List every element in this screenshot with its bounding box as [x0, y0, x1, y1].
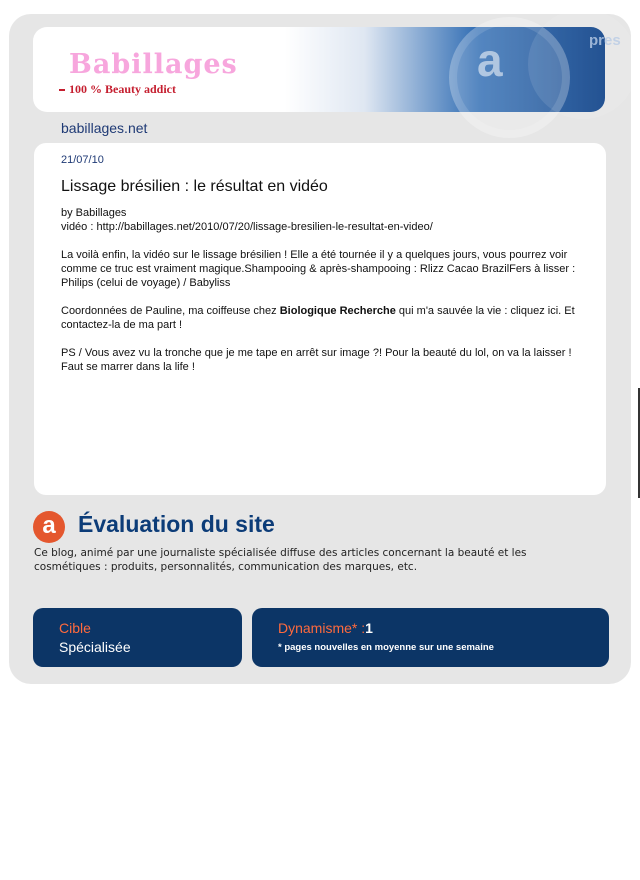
- cible-card: [33, 608, 242, 667]
- dynamisme-label: Dynamisme* :: [278, 620, 366, 636]
- dynamisme-value: 1: [365, 620, 373, 636]
- blog-tagline: 100 % Beauty addict: [59, 82, 176, 97]
- contact-link-text[interactable]: qui m'a sauvée la vie : cliquez ici. Et contactez-la de ma part !: [61, 305, 575, 331]
- evaluation-title: Évaluation du site: [78, 511, 275, 537]
- dynamisme-note: * pages nouvelles en moyenne sur une semaine: [278, 642, 494, 653]
- banner-decor-circle-2: [528, 9, 638, 119]
- article-paragraph-1: La voilà enfin, la vidéo sur le lissage brésilien ! Elle a été tournée il y a quelques jours, vous pourrez voir comme ce truc est vraiment magique.Shampooing & après-shampooing : Rlizz Cacao BrazilFers à lisser : Philips (celui de voyage) / Babyliss: [61, 249, 576, 289]
- article-card: [34, 143, 606, 495]
- dynamisme-card: [252, 608, 609, 667]
- evaluation-a-icon: a: [33, 511, 65, 543]
- article-title[interactable]: Lissage brésilien : le résultat en vidéo: [61, 178, 328, 195]
- site-url-link[interactable]: babillages.net: [61, 120, 148, 136]
- article-body: [61, 206, 581, 388]
- blog-logo[interactable]: Babillages: [69, 49, 238, 80]
- banner-a-logo-icon: a: [477, 34, 503, 86]
- evaluation-description: Ce blog, animé par une journaliste spécialisée diffuse des articles concernant la beauté et les cosmétiques : produits, personnalités, communication des marques, etc.: [34, 547, 527, 573]
- article-paragraph-3: PS / Vous avez vu la tronche que je me tape en arrêt sur image ?! Pour la beauté du lol, on va la laisser ! Faut se marrer dans la life !: [61, 347, 572, 373]
- article-date: 21/07/10: [61, 154, 104, 166]
- cible-label: Cible: [59, 620, 91, 636]
- salon-name: Biologique Recherche: [279, 305, 396, 317]
- article-byline: by Babillages: [61, 207, 127, 219]
- site-banner[interactable]: [33, 27, 621, 112]
- cible-value: Spécialisée: [59, 639, 131, 655]
- article-paragraph-2: Coordonnées de Pauline, ma coiffeuse chez Biologique Recherche qui m'a sauvée la vie : cliquez ici. Et contactez-la de ma part !: [61, 305, 575, 331]
- banner-corner-word: pres: [589, 32, 621, 49]
- dynamisme-row: [278, 620, 373, 636]
- article-video-link[interactable]: vidéo : http://babillages.net/2010/07/20/lissage-bresilien-le-resultat-en-video/: [61, 221, 433, 233]
